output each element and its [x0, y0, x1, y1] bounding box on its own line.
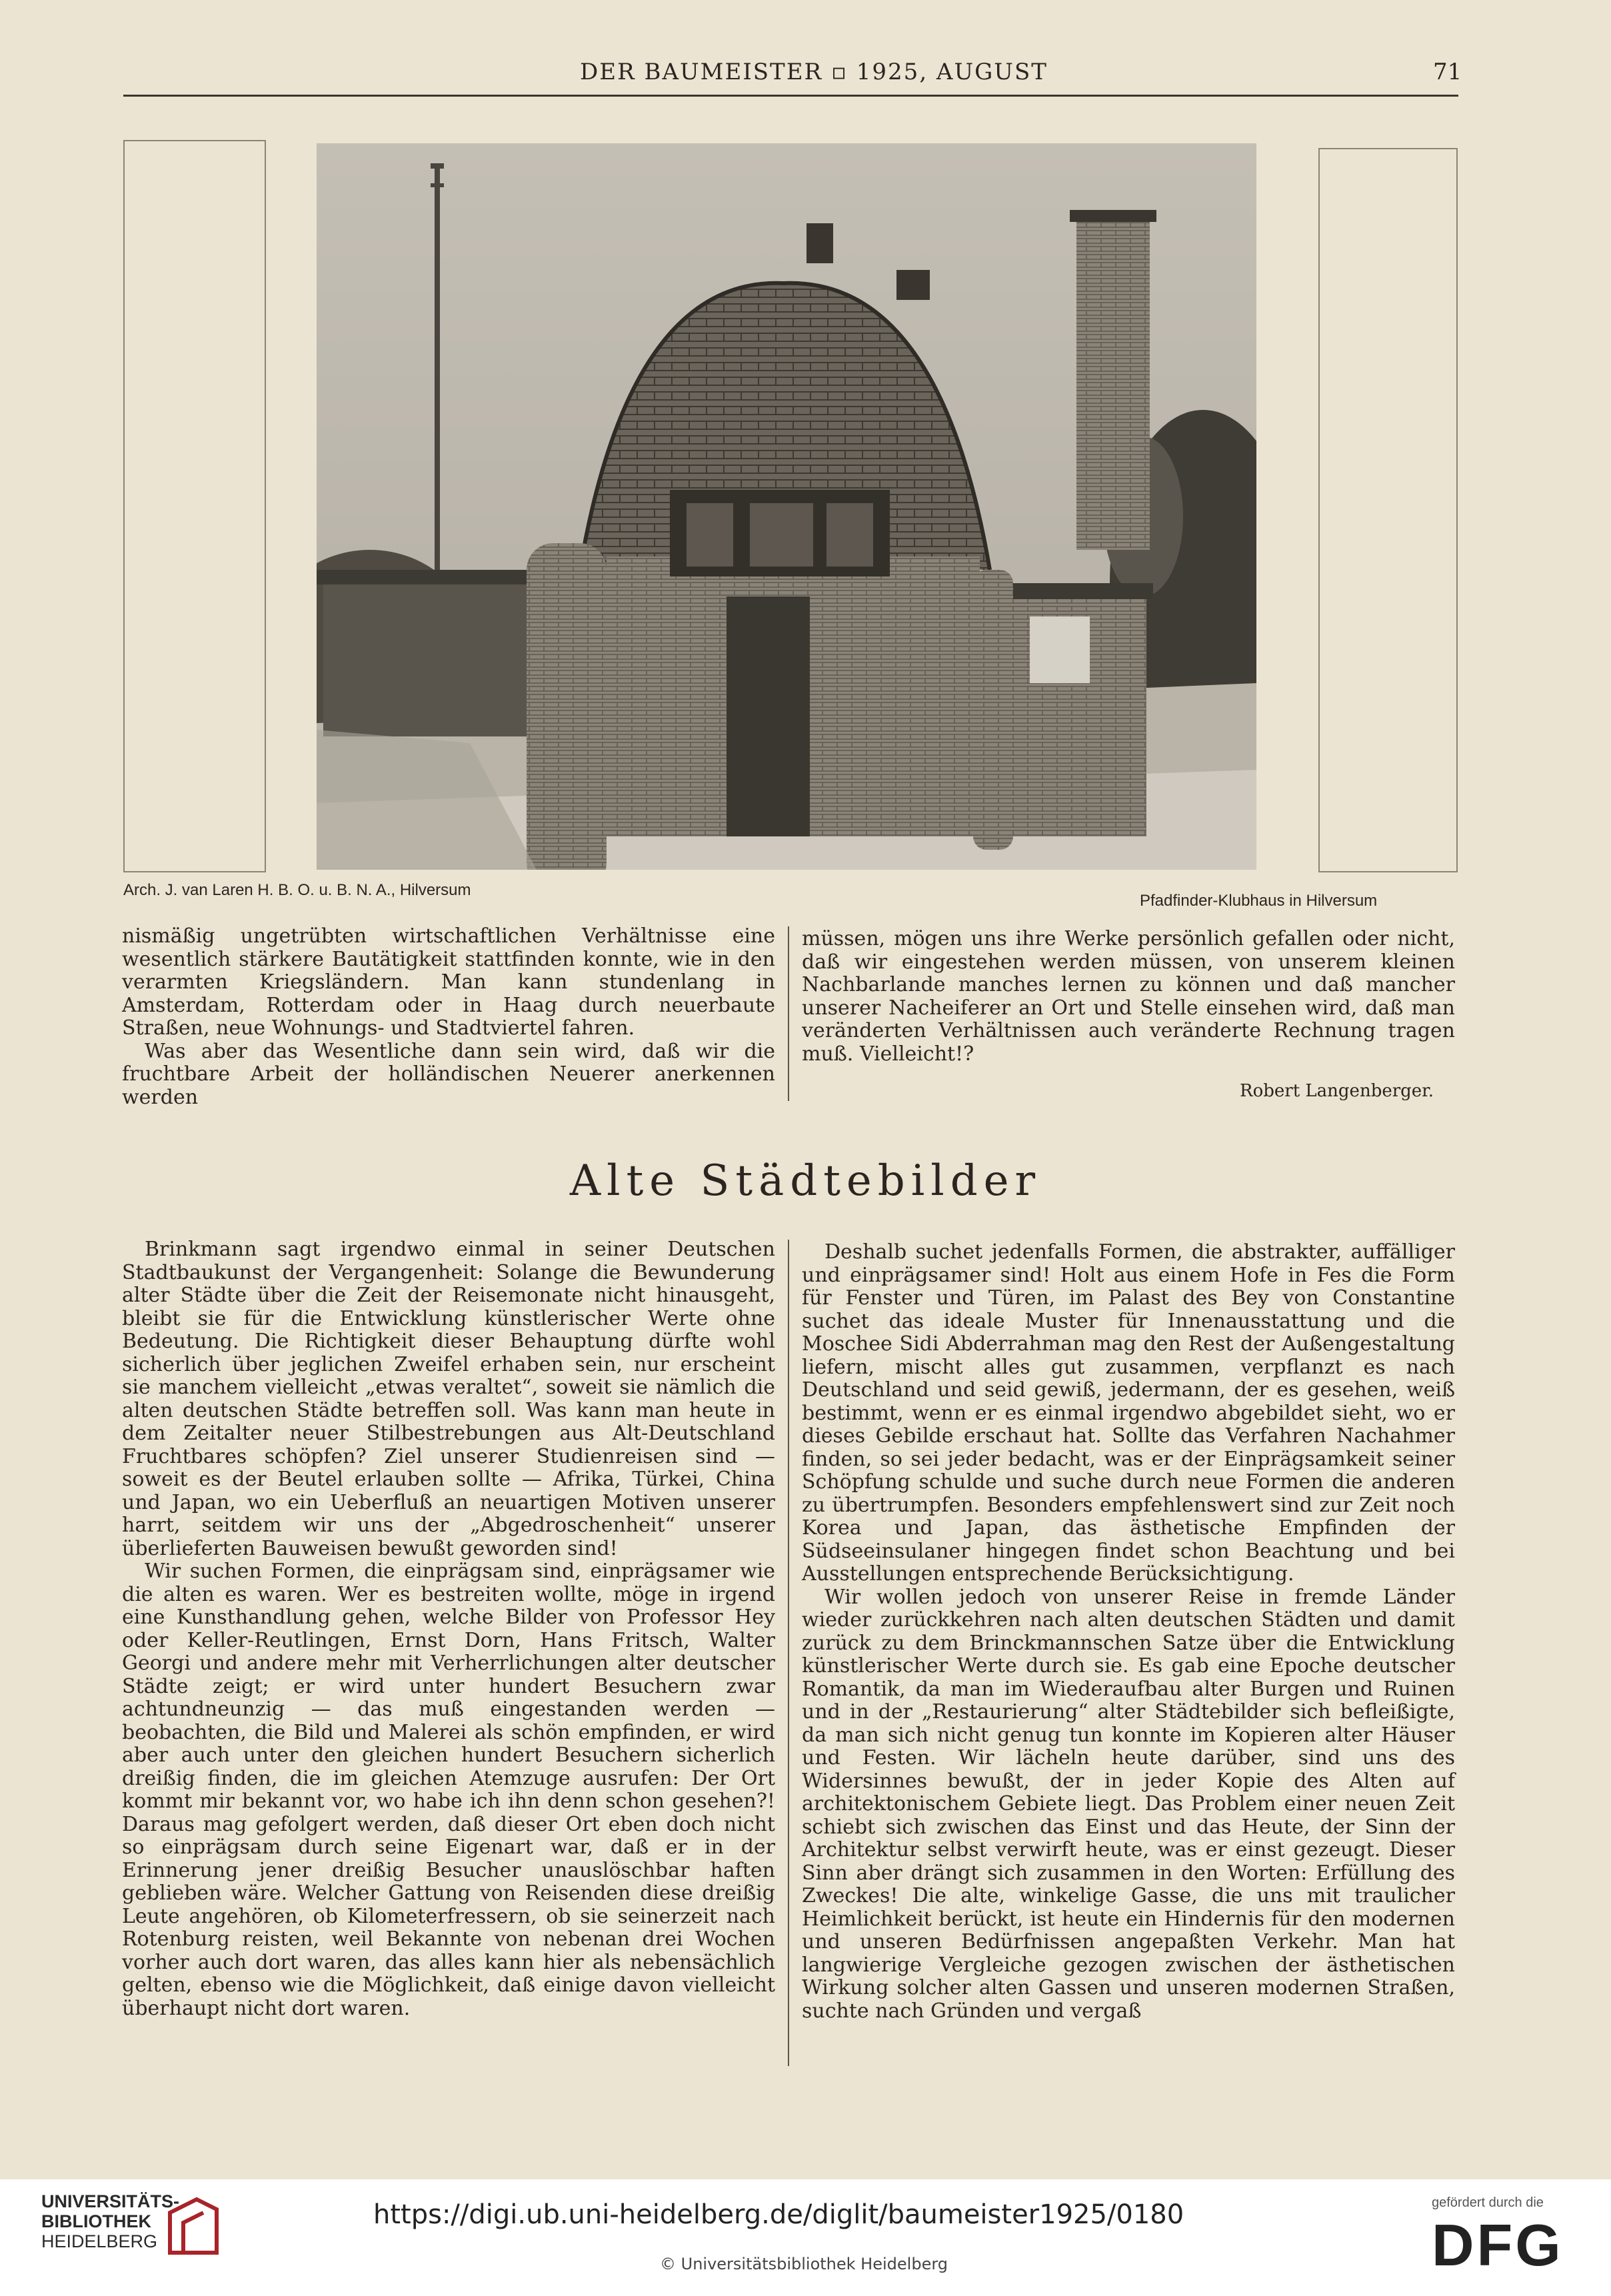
paragraph: Was aber das Wesentliche dann sein wird, daß wir die fruchtbare Arbeit der holländischen Neuerer anerkennen werden [122, 1039, 775, 1109]
permalink-url[interactable]: https://digi.ub.uni-heidelberg.de/diglit/baumeister1925/0180 [373, 2199, 1184, 2230]
article-left-column [122, 1238, 775, 2020]
digitization-footer [0, 2179, 1611, 2296]
top-right-column [802, 928, 1455, 1066]
article-right-column [802, 1241, 1455, 2023]
header-rule [123, 95, 1458, 97]
column-divider [788, 1240, 789, 2066]
column-divider [788, 926, 789, 1101]
photo-title-caption: Pfadfinder-Klubhaus in Hilversum [1140, 892, 1378, 910]
author-signature: Robert Langenberger. [1240, 1081, 1434, 1101]
paragraph: nismäßig ungetrübten wirtschaftlichen Verhältnisse eine wesentlich stärkere Bautätigkeit stattfinden konnte, wie in den verarmten Kriegsländern. Man kann stundenlang in Amsterdam, Rotterdam oder in Haag durch neuerbaute Straßen, neue Wohnungs- und Stadtviertel fahren. [122, 924, 775, 1040]
running-header [0, 59, 1611, 85]
left-margin-frame [123, 140, 266, 872]
library-line: UNIVERSITÄTS- [41, 2191, 180, 2211]
funder-logo: DFG [1432, 2212, 1564, 2278]
right-margin-frame [1318, 148, 1458, 872]
paragraph: müssen, mögen uns ihre Werke persönlich gefallen oder nicht, daß wir eingestehen werden müssen, von unserem kleinen Nachbarlande manches lernen zu können und daß mancher unserer Nacheiferer an Ort und Stelle einsehen wird, daß man veränderten Verhältnissen auch veränderte Rechnung tragen muß. Vielleicht!? [802, 927, 1455, 1066]
copyright-notice: © Universitätsbibliothek Heidelberg [660, 2255, 948, 2273]
library-line: HEIDELBERG [41, 2231, 158, 2251]
paragraph: Wir wollen jedoch von unserer Reise in fremde Länder wieder zurückkehren nach alten deutschen Städten und damit zurück zu dem Brinckmannschen Satze über die Entwicklung künstlerischer Werte durch sie. Es gab eine Epoche deutscher Romantik, da man im Wiederaufbau alter Burgen und Ruinen und in der „Restaurierung“ alter Städtebilder sich befleißigte, da man sich nicht genug tun konnte im Kopieren alter Häuser und Festen. Wir lächeln heute darüber, sind uns des Widersinnes bewußt, der in jeder Kopie des Alten auf architektonischem Gebiete liegt. Das Problem einer neuen Zeit schiebt sich zwischen das Einst und das Heute, der Sinn der Architektur selbst verwirft heute, was er einst gezeugt. Dieser Sinn aber drängt sich zusammen in den Worten: Erfüllung des Zweckes! Die alte, winkelige Gasse, die uns mit traulicher Heimlichkeit berückt, ist heute ein Hindernis für den modernen und unseren Bedürfnissen angepaßten Verkehr. Man hat langwierige Vergleiche gezogen zwischen der ästhetischen Wirkung solcher alten Gassen und unseren modernen Straßen, suchte nach Gründen und vergaß [802, 1585, 1455, 2023]
funding-note: gefördert durch die [1432, 2195, 1544, 2210]
paragraph: Deshalb suchet jedenfalls Formen, die abstrakter, auffälliger und einprägsamer sind! Holt aus einem Hofe in Fes die Form für Fenster und Türen, im Palast des Bey von Constantine suchet das ideale Muster für Innenausstattung und die Moschee Sidi Abderrahman mag den Rest der Außengestaltung liefern, mischt alles gut zusammen, verpflanzt es nach Deutschland und seid gewiß, jedermann, der es gesehen, weiß bestimmt, wenn er es einmal irgendwo abgebildet sieht, wo er dieses Gebilde erschaut hat. Sollte das Verfahren Nachahmer finden, so sei jeder bedacht, was er der Einprägsamkeit seiner Schöpfung schulde und suche durch neue Formen die anderen zu übertrumpfen. Besonders empfehlenswert sind zur Zeit noch Korea und Japan, das ästhetische Empfinden der Südseeinsulaner hingegen findet schon Beachtung und bei Ausstellungen entsprechende Berücksichtigung. [802, 1240, 1455, 1586]
clubhouse-illustration [317, 143, 1256, 870]
library-logo-text [41, 2191, 179, 2251]
paragraph: Wir suchen Formen, die einprägsam sind, einprägsamer wie die alten es waren. Wer es bestreiten wollte, möge in irgend eine Kunsthandlung gehen, welche Bilder von Professor Hey oder Keller-Reutlingen, Ernst Dorn, Hans Fritsch, Walter Georgi und andere mehr mit Verherrlichungen alter deutscher Städte zeigt; er wird unter hundert Besuchern zwar achtundneunzig — das muß eingestanden werden — beobachten, die Bild und Malerei als schön empfinden, er wird aber auch unter den gleichen hundert Besuchern sicherlich dreißig finden, die im gleichen Atemzuge ausrufen: Der Ort kommt mir bekannt vor, wo habe ich ihn denn schon gesehen?! Daraus mag gefolgert werden, daß dieser Ort eben doch nicht so einprägsam durch seine Eigenart war, daß er in der Erinnerung jener dreißig Besucher unauslöschbar haften geblieben wäre. Welcher Gattung von Reisenden diese dreißig Leute angehören, ob Kilometerfressern, ob sie seinerzeit nach Rotenburg reisten, weil Bekannte von nebenan drei Wochen vorher auch dort waren, das alles kann hier als nebensächlich gelten, ebenso wie die Möglichkeit, daß einige davon vielleicht überhaupt nicht dort waren. [122, 1560, 775, 2020]
paragraph: Brinkmann sagt irgendwo einmal in seiner Deutschen Stadtbaukunst der Vergangenheit: Solange die Bewunderung alter Städte über die Zeit der Reisemonate nicht hinausgeht, bleibt sie für die Entwicklung künstlerischer Werte ohne Bedeutung. Die Richtigkeit dieser Behauptung dürfte wohl sicherlich über jeglichen Zweifel erhaben sein, nur erscheint sie manchem vielleicht „etwas veraltet“, soweit sie nämlich die alten deutschen Städte betreffen soll. Was kann man heute in dem Zeitalter neuer Stilbestrebungen aus Alt-Deutschland Fruchtbares schöpfen? Ziel unserer Studienreisen sind — soweit es der Beutel erlauben sollte — Afrika, Türkei, China und Japan, wo ein Ueberfluß an neuartigen Motiven unserer harrt, seitdem wir uns der „Abgedroschenheit“ unserer überlieferten Bauweisen bewußt geworden sind! [122, 1238, 775, 1560]
library-emblem-icon [163, 2193, 223, 2259]
article-heading: Alte Städtebilder [569, 1156, 1042, 1206]
photo-credit-caption: Arch. J. van Laren H. B. O. u. B. N. A., Hilversum [123, 881, 471, 899]
clubhouse-photo [317, 143, 1256, 870]
top-left-column [122, 925, 775, 1109]
journal-header-title: DER BAUMEISTER ▫ 1925, AUGUST [580, 59, 1048, 85]
page-number: 71 [1433, 59, 1462, 85]
library-line: BIBLIOTHEK [41, 2211, 151, 2231]
